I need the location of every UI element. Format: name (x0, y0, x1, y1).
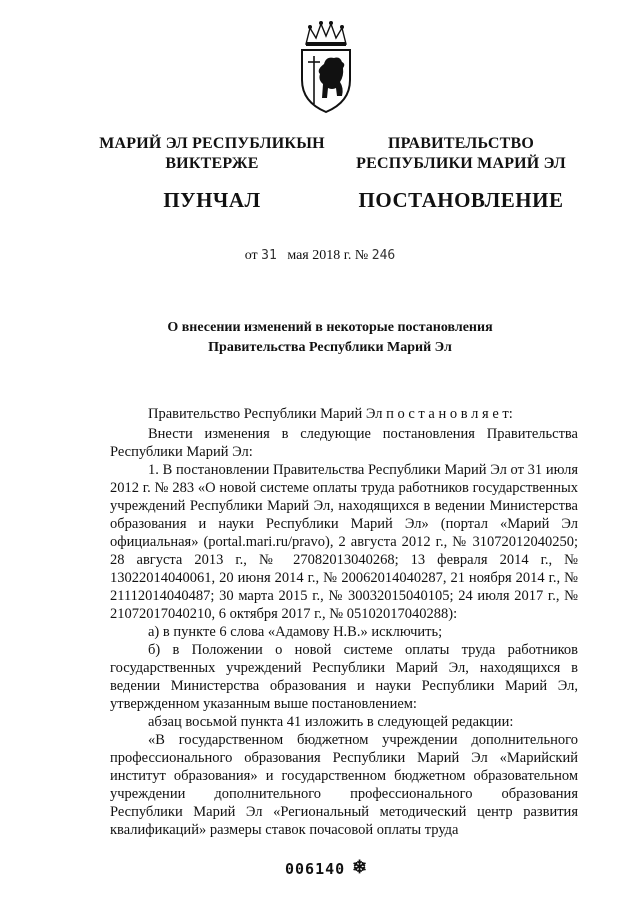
body-paragraph: б) в Положении о новой системе оплаты труда работников государственных учреждений Республики Марий Эл, находящихся в ведении Министерства образования и науки Республики Марий Эл, утвержденном указанным выше постановлением: (110, 642, 578, 712)
date-middle: мая 2018 г. № (287, 248, 369, 263)
header-right-line1: ПРАВИТЕЛЬСТВО (387, 135, 535, 152)
date-line (0, 248, 640, 264)
body-paragraph: Внести изменения в следующие постановления Правительства Республики Марий Эл: (110, 426, 578, 460)
header-russian-block (356, 134, 566, 213)
document-body (110, 405, 578, 839)
body-paragraph: Правительство Республики Марий Эл п о с т а н о в л я е т: (148, 406, 513, 422)
header-right-line2: РЕСПУБЛИКИ МАРИЙ ЭЛ (356, 155, 566, 172)
body-paragraph: а) в пункте 6 слова «Адамову Н.В.» исключить; (148, 624, 443, 640)
document-subject (110, 318, 550, 358)
date-prefix: от (244, 248, 258, 263)
coat-of-arms-emblem (296, 18, 356, 114)
subject-line2: Правительства Республики Марий Эл (208, 340, 452, 355)
body-paragraph: 1. В постановлении Правительства Республики Марий Эл от 31 июля 2012 г. № 283 «О новой системе оплаты труда работников государственных учреждений Республики Марий Эл, находящихся в ведении Министерства образования и науки Республики Марий Эл» (портал «Марий Эл официальная» (portal.mari.ru/pravo), 2 августа 2012 г., № 31072012040250; 28 августа 2013 г., № 27082013040268; 13 февраля 2014 г., № 13022014040061, 20 июня 2014 г., № 20062014040287, 21 ноября 2014 г., № 21112014040487; 30 марта 2015 г., № 30032015040105; 24 июля 2017 г., № 21072017040210, 6 октября 2017 г., № 05102017040288): (110, 462, 578, 622)
snowflake-mark-icon: ❄ (352, 857, 368, 877)
header-right-title: ПОСТАНОВЛЕНИЕ (358, 188, 564, 212)
header-left-title: ПУНЧАЛ (163, 188, 261, 212)
header-left-line1: МАРИЙ ЭЛ РЕСПУБЛИКЫН (99, 135, 325, 152)
header-left-line2: ВИКТЕРЖЕ (165, 155, 259, 172)
body-paragraph: «В государственном бюджетном учреждении дополнительного профессионального образования Республики Марий Эл «Марийский институт образования» и государственном бюджетном образовательном учреждении дополнительного профессионального образования Республики Марий Эл «Региональный методический центр развития квалификаций» размеры ставок почасовой оплаты труда (110, 732, 578, 838)
serial-number: 006140 (285, 860, 346, 878)
body-paragraph: абзац восьмой пункта 41 изложить в следующей редакции: (148, 714, 514, 730)
date-day: 31 (261, 248, 277, 263)
document-number: 246 (371, 248, 396, 263)
header-mari-block (96, 134, 328, 213)
subject-line1: О внесении изменений в некоторые постановления (167, 320, 493, 335)
